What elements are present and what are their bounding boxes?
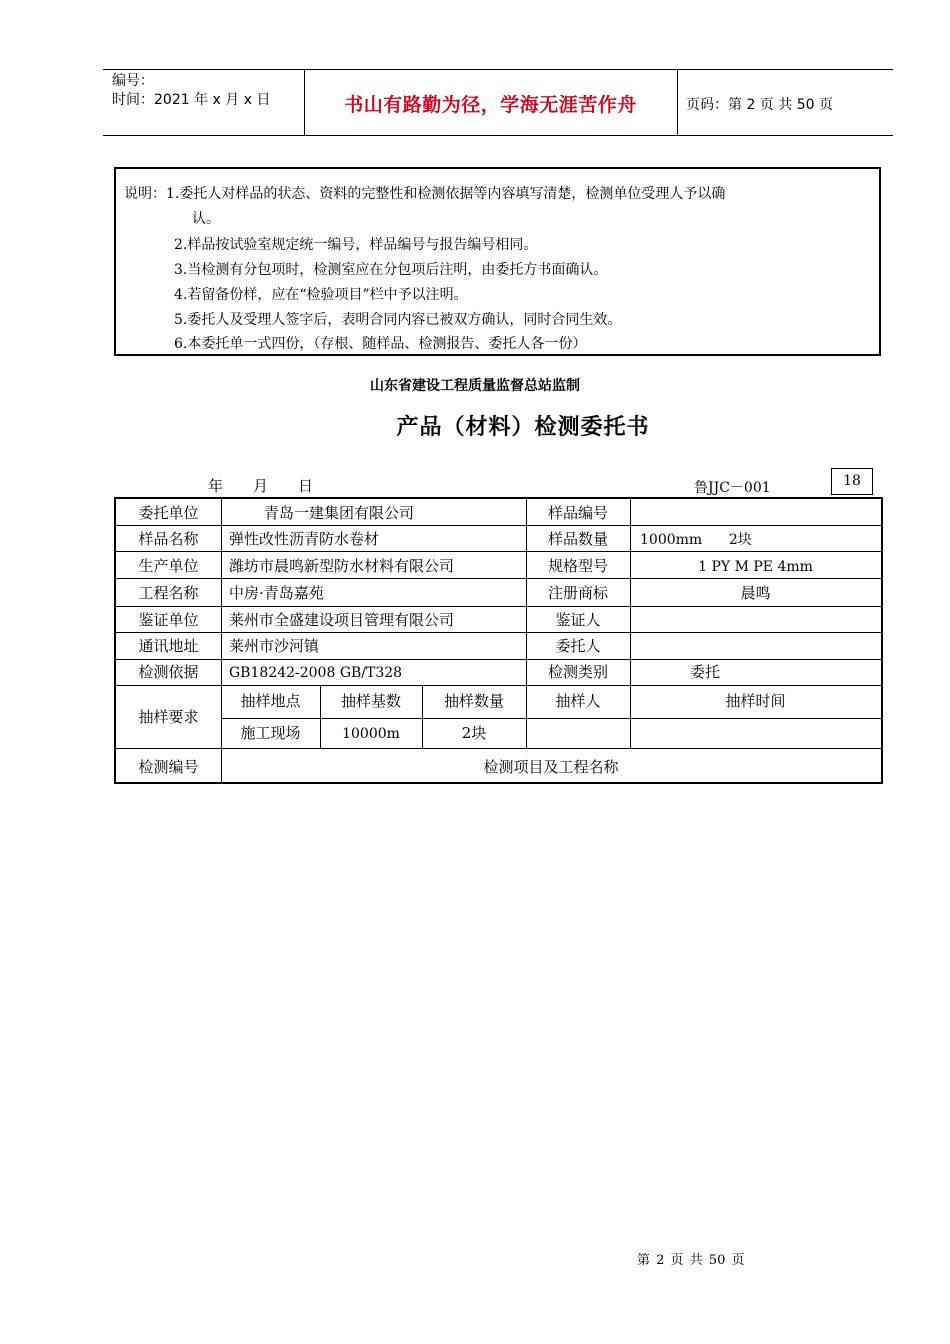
header-divider <box>677 69 678 135</box>
label-sample-qty: 样品数量 <box>547 530 608 548</box>
label-test-no: 检测编号 <box>138 758 199 776</box>
row-rule <box>116 748 881 749</box>
date-year: 年 <box>208 477 224 495</box>
header-number-label: 编号： <box>112 73 154 89</box>
label-address: 通讯地址 <box>138 637 199 655</box>
date-month: 月 <box>253 477 269 495</box>
value-sample-qty: 1000mm 2块 <box>640 532 752 548</box>
row-rule <box>116 632 881 633</box>
row-rule <box>116 659 881 660</box>
note-line: 说明：1.委托人对样品的状态、资料的完整性和检测依据等内容填写清楚，检测单位受理人予以确 <box>124 186 726 202</box>
sampling-value-location: 施工现场 <box>240 724 301 742</box>
note-line: 3.当检测有分包项时，检测室应在分包项后注明，由委托方书面确认。 <box>174 262 608 278</box>
document-title: 产品（材料）检测委托书 <box>396 415 650 440</box>
value-witness-unit: 莱州市全盛建设项目管理有限公司 <box>229 611 455 629</box>
note-line: 认。 <box>192 211 220 227</box>
label-type: 检测类别 <box>547 663 608 681</box>
sampling-header-base: 抽样基数 <box>340 692 401 710</box>
date-line <box>208 475 343 496</box>
label-basis: 检测依据 <box>138 663 199 681</box>
commission-table <box>114 497 883 784</box>
label-sampling: 抽样要求 <box>138 708 199 726</box>
date-day: 日 <box>298 477 314 495</box>
note-line: 2.样品按试验室规定统一编号，样品编号与报告编号相同。 <box>174 237 538 253</box>
label-client: 委托单位 <box>138 504 199 522</box>
header-bottom-rule <box>103 135 893 136</box>
row-rule <box>116 578 881 579</box>
row-rule <box>116 551 881 552</box>
value-spec: 1 PY M PE 4mm <box>698 559 813 575</box>
label-principal: 委托人 <box>555 637 601 655</box>
value-client: 青岛一建集团有限公司 <box>264 504 415 522</box>
sampling-header-person: 抽样人 <box>555 692 601 710</box>
label-manufacturer: 生产单位 <box>138 557 199 575</box>
label-sample-no: 样品编号 <box>547 504 608 522</box>
header-time-label: 时间：2021 年 x 月 x 日 <box>112 92 271 108</box>
row-rule <box>116 685 881 686</box>
label-project: 工程名称 <box>138 584 199 602</box>
sampling-value-base: 10000m <box>342 726 400 742</box>
value-address: 莱州市沙河镇 <box>229 637 320 655</box>
label-test-items: 检测项目及工程名称 <box>483 758 619 776</box>
header-top-rule <box>103 69 893 70</box>
label-spec: 规格型号 <box>547 557 608 575</box>
serial-box: 18 <box>831 468 873 495</box>
row-rule <box>116 525 881 526</box>
label-witness-unit: 鉴证单位 <box>138 611 199 629</box>
value-project: 中房·青岛嘉苑 <box>229 584 324 602</box>
notes-box <box>114 167 881 356</box>
value-sample-name: 弹性改性沥青防水卷材 <box>229 530 380 548</box>
row-rule <box>116 606 881 607</box>
note-line: 6.本委托单一式四份，（存根、随样品、检测报告、委托人各一份） <box>174 336 587 352</box>
note-line: 5.委托人及受理人签字后，表明合同内容已被双方确认，同时合同生效。 <box>174 312 622 328</box>
footer-page-number: 第 2 页 共 50 页 <box>637 1253 745 1268</box>
sampling-header-location: 抽样地点 <box>240 692 301 710</box>
value-basis: GB18242-2008 GB/T328 <box>229 665 403 681</box>
sampling-header-time: 抽样时间 <box>725 692 786 710</box>
sampling-value-qty: 2块 <box>461 724 487 742</box>
org-name: 山东省建设工程质量监督总站监制 <box>370 378 580 394</box>
value-manufacturer: 潍坊市晨鸣新型防水材料有限公司 <box>229 557 455 575</box>
value-type: 委托 <box>690 663 721 681</box>
value-trademark: 晨鸣 <box>740 584 771 602</box>
form-code: 鲁JJC－001 <box>694 480 771 496</box>
label-trademark: 注册商标 <box>547 584 608 602</box>
label-witness: 鉴证人 <box>555 611 601 629</box>
sampling-header-qty: 抽样数量 <box>443 692 504 710</box>
note-line: 4.若留备份样，应在“检验项目”栏中予以注明。 <box>174 287 468 303</box>
header-page-label: 页码：第 2 页 共 50 页 <box>686 97 833 113</box>
header-motto: 书山有路勤为径，学海无涯苦作舟 <box>344 94 637 116</box>
label-sample-name: 样品名称 <box>138 530 199 548</box>
